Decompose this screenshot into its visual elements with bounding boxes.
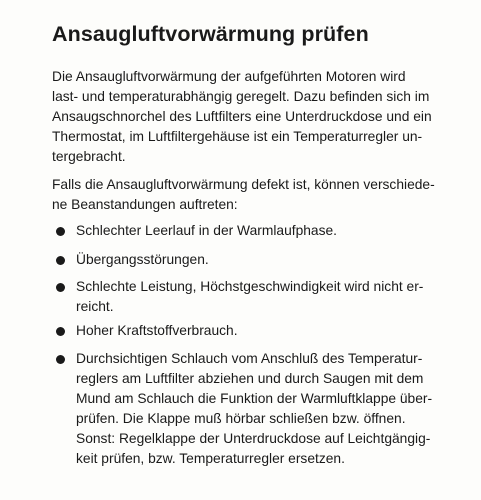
text-line: last- und temperaturabhängig geregelt. Dazu befinden sich im [52,89,430,104]
list-item-text: Schlechte Leistung, Höchstgeschwindigkeit wird nicht er- [76,279,424,294]
text-line: Ansaugschnorchel des Luftfilters eine Unterdruckdose und ein [52,109,432,124]
text-line: tergebracht. [52,149,126,164]
bullet-icon [56,227,65,236]
list-item-text: Schlechter Leerlauf in der Warmlaufphase. [76,223,337,238]
bullet-icon [56,256,65,265]
list-item-text: Sonst: Regelklappe der Unterdruckdose auf Leichtgängig- [76,431,431,446]
text-line: Falls die Ansaugluftvorwärmung defekt ist, können verschiede- [52,177,435,192]
list-item-text: prüfen. Die Klappe muß hörbar schließen bzw. öffnen. [76,411,406,426]
list-item-text: reglers am Luftfilter abziehen und durch Saugen mit dem [76,371,424,386]
list-item-text: keit prüfen, bzw. Temperaturregler ersetzen. [76,451,345,466]
bullet-icon [56,283,65,292]
text-line: Die Ansaugluftvorwärmung der aufgeführten Motoren wird [52,69,406,84]
bullet-icon [56,355,65,364]
list-item-text: Übergangsstörungen. [76,252,209,267]
intro-paragraph [52,67,470,167]
page-title: Ansaugluftvorwärmung prüfen [52,22,369,46]
bullet-icon [56,327,65,336]
text-line: Thermostat, im Luftfiltergehäuse ist ein Temperaturregler un- [52,129,423,144]
list-item-text: Durchsichtigen Schlauch vom Anschluß des Temperatur- [76,351,423,366]
list-item-text: reicht. [76,299,114,314]
text-line: ne Beanstandungen auftreten: [52,197,238,212]
list-item-text: Hoher Kraftstoffverbrauch. [76,323,238,338]
list-item-text: Mund am Schlauch die Funktion der Warmluftklappe über- [76,391,433,406]
faults-paragraph [52,175,470,215]
